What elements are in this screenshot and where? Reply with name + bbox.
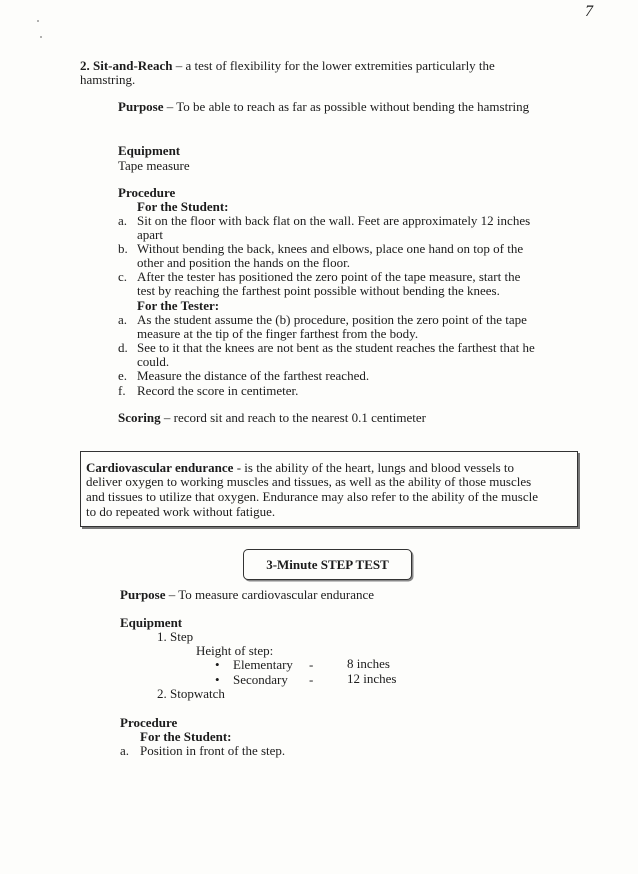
procedure-heading: Procedure — [118, 185, 176, 200]
step-text: other and position the hands on the floor. — [137, 255, 351, 270]
step-purpose-text: – To measure cardiovascular endurance — [165, 587, 375, 602]
step-equipment-heading: Equipment — [120, 615, 183, 630]
scan-speck — [40, 36, 42, 38]
step-procedure-heading: Procedure — [120, 715, 178, 730]
level-name: Elementary — [233, 657, 293, 672]
page-number: 7 — [585, 3, 593, 20]
step-text: could. — [137, 354, 170, 369]
scan-speck — [37, 20, 39, 22]
step-marker: f. — [118, 383, 126, 398]
definition-line: deliver oxygen to working muscles and tissues, as well as the ability of those muscles — [86, 474, 532, 489]
definition-line: to do repeated work without fatigue. — [86, 504, 276, 519]
intro-text: – a test of flexibility for the lower extremities particularly the — [172, 58, 495, 73]
step-text: After the tester has positioned the zero point of the tape measure, start the — [137, 269, 521, 284]
step-for-student-heading: For the Student: — [140, 729, 232, 744]
level-name: Secondary — [233, 672, 288, 687]
for-student-heading: For the Student: — [137, 199, 229, 214]
scoring-line — [118, 410, 426, 425]
level-value: 8 inches — [347, 656, 390, 671]
equipment-item: Tape measure — [118, 158, 190, 173]
equipment-item-step: 1. Step — [157, 629, 194, 644]
intro-continuation: hamstring. — [80, 72, 136, 87]
purpose-line — [118, 99, 529, 114]
step-text: test by reaching the farthest point possible without bending the knees. — [137, 283, 500, 298]
level-dash: - — [309, 657, 314, 672]
step-text: Measure the distance of the farthest reached. — [137, 368, 370, 383]
step-text: measure at the tip of the finger farthest from the body. — [137, 326, 419, 341]
step-marker: a. — [118, 213, 128, 228]
step-text: Position in front of the step. — [140, 743, 286, 758]
purpose-label: Purpose — [118, 99, 164, 114]
definition-term: Cardiovascular endurance — [86, 460, 234, 475]
step-text: As the student assume the (b) procedure, position the zero point of the tape — [137, 312, 527, 327]
step-test-title: 3-Minute STEP TEST — [243, 549, 412, 580]
step-marker: a. — [120, 743, 130, 758]
scoring-text: – record sit and reach to the nearest 0.1 centimeter — [160, 410, 426, 425]
step-purpose-label: Purpose — [120, 587, 166, 602]
step-text: See to it that the knees are not bent as the student reaches the farthest that he — [137, 340, 535, 355]
equipment-heading: Equipment — [118, 143, 181, 158]
step-marker: e. — [118, 368, 128, 383]
equipment-item-stopwatch: 2. Stopwatch — [157, 686, 225, 701]
step-marker: d. — [118, 340, 128, 355]
scoring-label: Scoring — [118, 410, 161, 425]
step-text: Sit on the floor with back flat on the wall. Feet are approximately 12 inches — [137, 213, 531, 228]
for-tester-heading: For the Tester: — [137, 298, 220, 313]
height-of-step-label: Height of step: — [196, 643, 274, 658]
sit-and-reach-heading: 2. Sit-and-Reach — [80, 58, 173, 73]
step-text: Without bending the back, knees and elbows, place one hand on top of the — [137, 241, 524, 256]
definition-line: and tissues to utilize that oxygen. Endurance may also refer to the ability of the muscle — [86, 489, 538, 504]
step-marker: b. — [118, 241, 128, 256]
step-text: apart — [137, 227, 163, 242]
bullet-icon: • — [215, 657, 220, 672]
step-marker: a. — [118, 312, 128, 327]
purpose-text: – To be able to reach as far as possible without bending the hamstring — [163, 99, 530, 114]
definition-text: - is the ability of the heart, lungs and blood vessels to — [233, 460, 515, 475]
step-marker: c. — [118, 269, 128, 284]
step-purpose-line — [120, 587, 374, 602]
definition-line — [86, 460, 514, 475]
sit-and-reach-intro — [80, 58, 495, 73]
bullet-icon: • — [215, 672, 220, 687]
level-value: 12 inches — [347, 671, 397, 686]
level-dash: - — [309, 672, 314, 687]
step-text: Record the score in centimeter. — [137, 383, 299, 398]
